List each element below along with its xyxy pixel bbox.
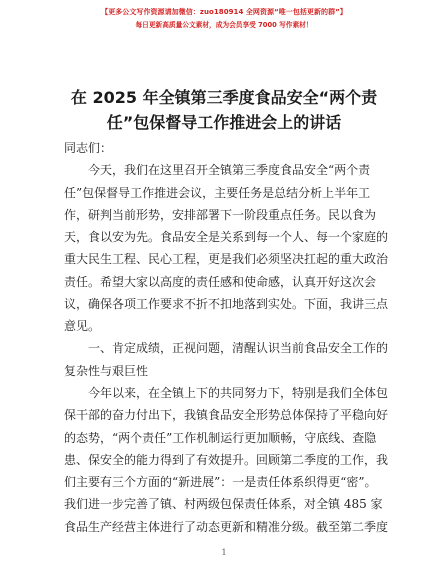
section-heading-line: 一、肯定成绩，正视问题，清醒认识当前食品安全工作的 bbox=[88, 341, 389, 355]
greeting: 同志们： bbox=[64, 141, 113, 155]
para1-line: 意见。 bbox=[64, 319, 101, 333]
para2-line: 保干部的奋力付出下，我镇食品安全形势总体保持了平稳向好 bbox=[64, 408, 389, 422]
section-heading-line: 复杂性与艰巨性 bbox=[64, 364, 149, 378]
para1-line: 任”包保督导工作推进会议，主要任务是总结分析上半年工 bbox=[64, 186, 371, 200]
page-number: 1 bbox=[221, 548, 227, 557]
para1-line: 作，研判当前形势，安排部署下一阶段重点任务。民以食为 bbox=[64, 208, 377, 222]
document-title-line-1: 在 2025 年全镇第三季度食品安全“两个责 bbox=[70, 88, 378, 107]
para2-line: 今年以来，在全镇上下的共同努力下，特别是我们全体包 bbox=[88, 386, 389, 400]
para1-line: 今天，我们在这里召开全镇第三季度食品安全“两个责 bbox=[88, 163, 371, 177]
promo-banner-line-2: 每日更新高质量公文素材，成为会员享受 7000 写作素材！ bbox=[135, 21, 313, 29]
para1-line: 天，食以安为先。食品安全是关系到每一个人、每一个家庭的 bbox=[64, 230, 389, 244]
para2-line: 们主要有三个方面的“新进展”：一是责任体系织得更“密”。 bbox=[64, 475, 377, 489]
promo-banner-line-1: 【更多公文写作资源请加微信：zuo180914 全网资源“唯一包括更新的群”】 bbox=[101, 8, 347, 16]
para1-line: 议，确保各项工作要求不折不扣地落到实处。下面，我讲三点 bbox=[64, 297, 389, 311]
para1-line: 重大民生工程、民心工程，更是我们必须坚决扛起的重大政治 bbox=[64, 252, 389, 266]
para2-line: 食品生产经营主体进行了动态更新和精准分级。截至第二季度 bbox=[64, 520, 389, 534]
document-title-line-2: 任”包保督导工作推进会上的讲话 bbox=[106, 113, 342, 132]
para2-line: 我们进一步完善了镇、村两级包保责任体系，对全镇 485 家 bbox=[64, 497, 383, 511]
para2-line: 患、保安全的能力得到了有效提升。回顾第二季度的工作，我 bbox=[64, 453, 389, 467]
para1-line: 责任。希望大家以高度的责任感和使命感，认真开好这次会 bbox=[64, 275, 377, 289]
para2-line: 的态势，“两个责任”工作机制运行更加顺畅，守底线、查隐 bbox=[64, 431, 377, 445]
